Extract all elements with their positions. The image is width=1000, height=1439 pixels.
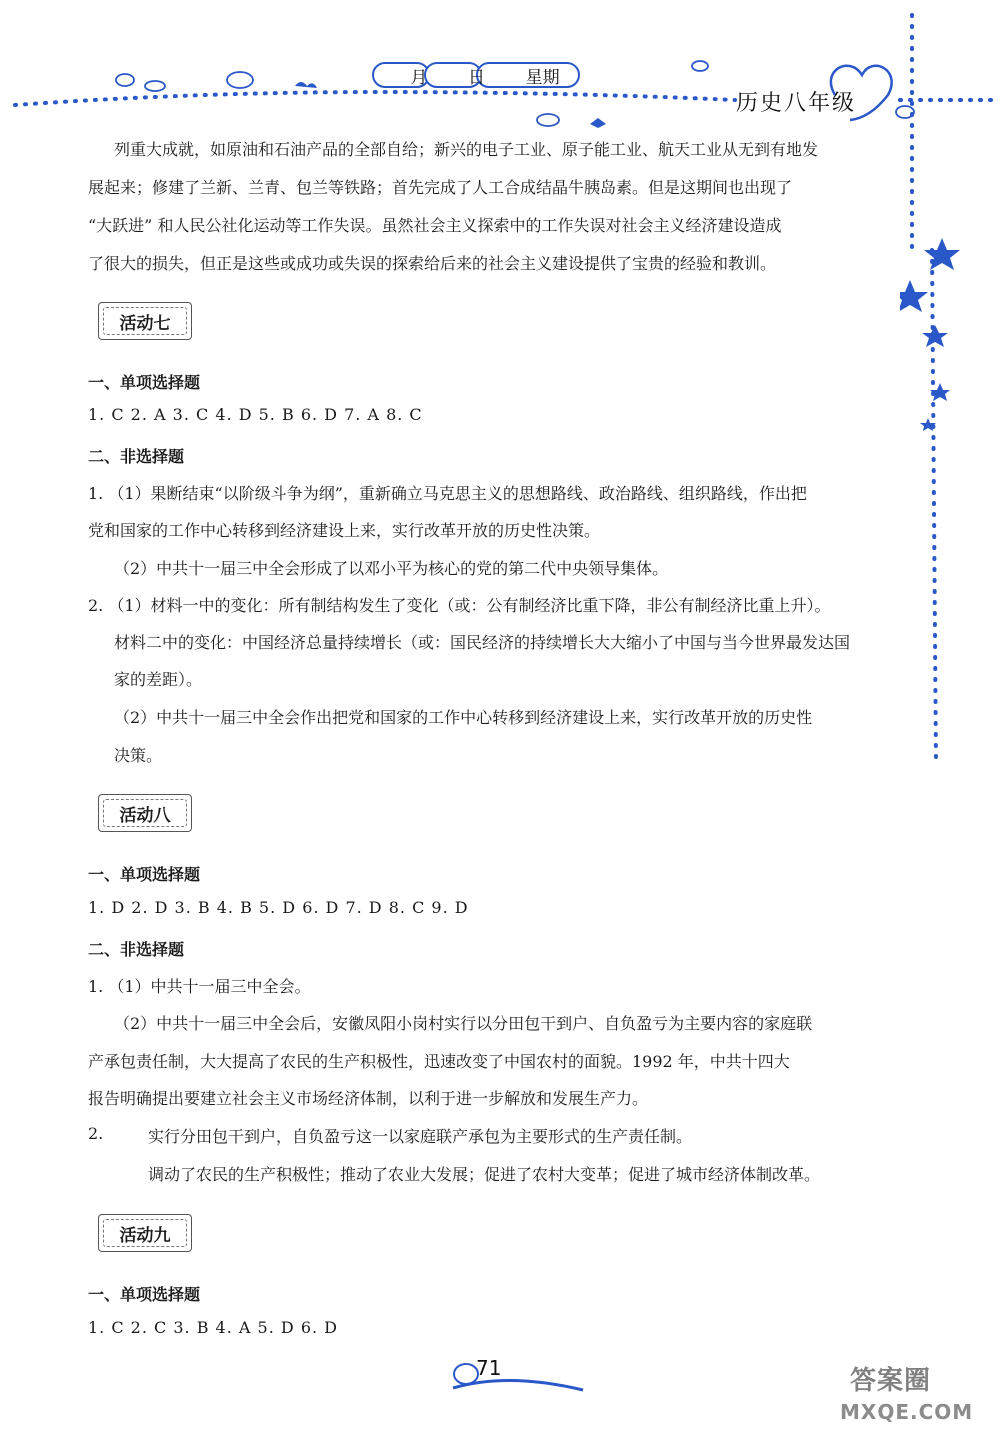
activity7-q2-line: 决策。: [114, 746, 163, 765]
page-number-swoosh: [448, 1350, 588, 1400]
activity8-q2-line: 调动了农民的生产积极性；推动了农业大发展；促进了农村大变革；促进了城市经济体制改革。: [148, 1165, 821, 1184]
activity7-q2-line: 家的差距）。: [114, 670, 203, 689]
intro-line: 了很大的损失，但正是这些或成功或失误的探索给后来的社会主义建设提供了宝贵的经验和教训。: [88, 254, 777, 273]
activity7-title: 活动七: [119, 313, 171, 334]
date-month-label: 月: [410, 67, 428, 88]
activity8-q1-line: （2）中共十一届三中全会后，安徽凤阳小岗村实行以分田包干到户、自负盈亏为主要内容的家庭联: [114, 1014, 813, 1033]
activity7-q2-line: 材料二中的变化：中国经济总量持续增长（或：国民经济的持续增长大大缩小了中国与当今世界最发达国: [114, 633, 851, 652]
activity7-q1-line: 1. （1）果断结束“以阶级斗争为纲”，重新确立马克思主义的思想路线、政治路线、组织路线，作出把: [88, 484, 807, 503]
activity9-single-answers: 1. C 2. C 3. B 4. A 5. D 6. D: [88, 1318, 338, 1337]
activity7-nonchoice-heading: 二、非选择题: [88, 447, 185, 466]
activity8-q1-line: 报告明确提出要建立社会主义市场经济体制，以利于进一步解放和发展生产力。: [88, 1089, 649, 1108]
activity8-q1-line: 1. （1）中共十一届三中全会。: [88, 977, 311, 996]
activity9-title: 活动九: [119, 1225, 171, 1246]
date-header: [372, 62, 580, 88]
side-decoration: [900, 0, 980, 780]
activity8-nonchoice-heading: 二、非选择题: [88, 940, 185, 959]
activity8-title: 活动八: [119, 805, 171, 826]
page-number: 71: [476, 1356, 502, 1380]
activity7-q2-line: 2. （1）材料一中的变化：所有制结构发生了变化（或：公有制经济比重下降，非公有制经济比重上升）。: [88, 596, 831, 615]
activity9-single-heading: 一、单项选择题: [88, 1285, 201, 1304]
activity7-q2-line: （2）中共十一届三中全会作出把党和国家的工作中心转移到经济建设上来，实行改革开放的历史性: [114, 708, 813, 727]
watermark-url: MXQE.COM: [840, 1400, 974, 1424]
activity8-q1-line: 产承包责任制，大大提高了农民的生产积极性，迅速改变了中国农村的面貌。1992 年，中共十四大: [88, 1052, 790, 1071]
activity8-q2-number: 2.: [88, 1124, 104, 1143]
activity7-title-box: [98, 302, 192, 340]
activity7-q1-line: 党和国家的工作中心转移到经济建设上来，实行改革开放的历史性决策。: [88, 521, 601, 540]
intro-line: 展起来；修建了兰新、兰青、包兰等铁路；首先完成了人工合成结晶牛胰岛素。但是这期间也出现了: [88, 178, 793, 197]
activity8-single-answers: 1. D 2. D 3. B 4. B 5. D 6. D 7. D 8. C 9. D: [88, 898, 469, 917]
intro-line: 列重大成就，如原油和石油产品的全部自给；新兴的电子工业、原子能工业、航天工业从无到有地发: [114, 140, 819, 159]
activity9-title-box: [98, 1214, 192, 1252]
activity7-q1-line: （2）中共十一届三中全会形成了以邓小平为核心的党的第二代中央领导集体。: [114, 559, 669, 578]
date-weekday-label: 星期: [525, 67, 560, 88]
date-day-label: 日: [467, 67, 485, 88]
activity7-single-heading: 一、单项选择题: [88, 373, 201, 392]
intro-line: “大跃进” 和人民公社化运动等工作失误。虽然社会主义探索中的工作失误对社会主义经济建设造成: [88, 216, 782, 235]
watermark-logo: 答案圈: [850, 1366, 932, 1396]
activity7-single-answers: 1. C 2. A 3. C 4. D 5. B 6. D 7. A 8. C: [88, 405, 423, 424]
grade-label: 历史八年级: [736, 91, 857, 116]
activity8-title-box: [98, 794, 192, 832]
activity8-q2-line: 实行分田包干到户，自负盈亏这一以家庭联产承包为主要形式的生产责任制。: [148, 1127, 693, 1146]
activity8-single-heading: 一、单项选择题: [88, 865, 201, 884]
